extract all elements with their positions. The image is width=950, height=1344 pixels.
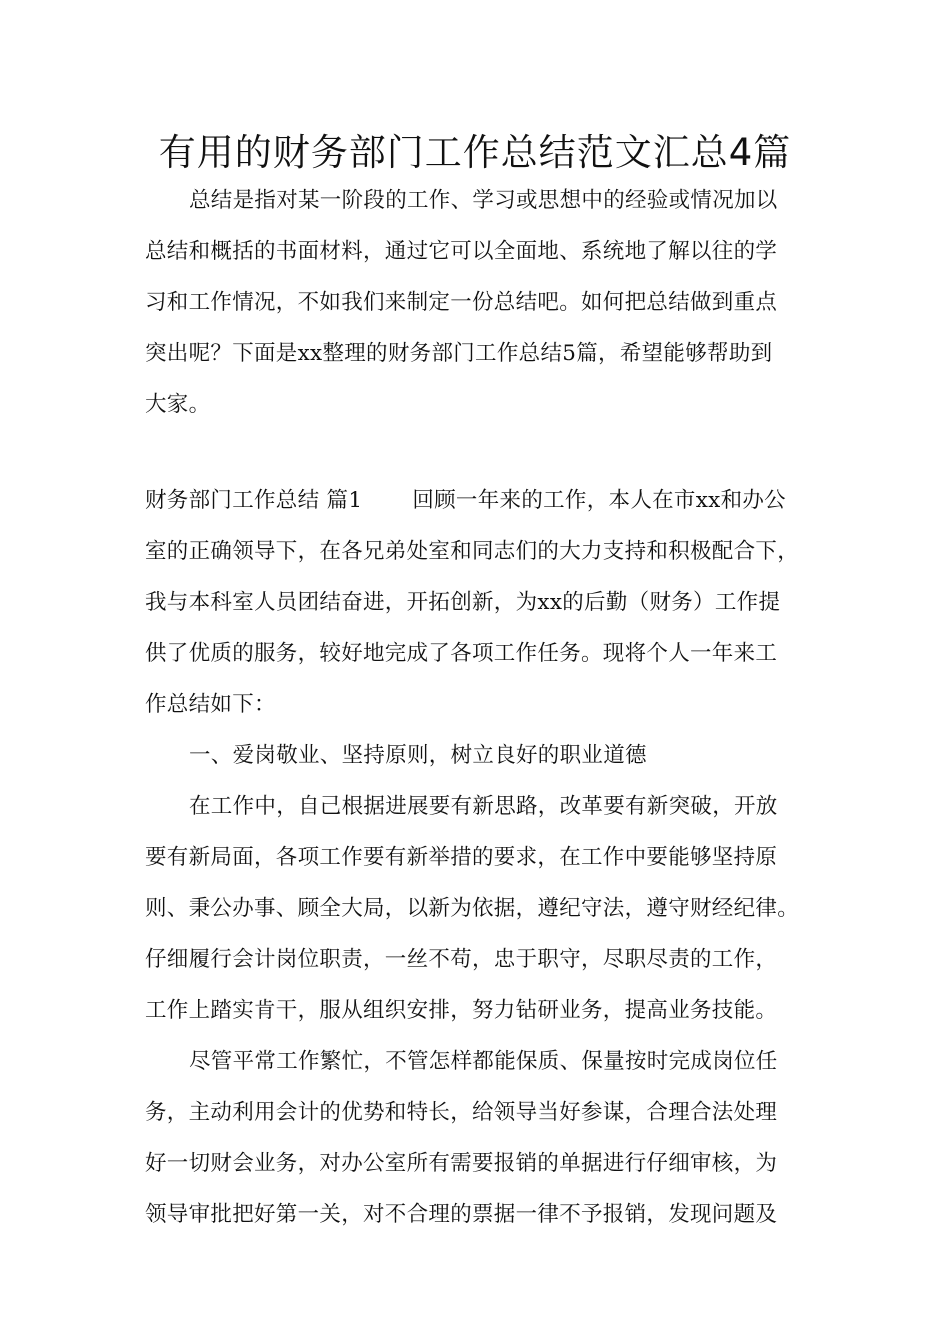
paragraph-line: 工作上踏实肯干，服从组织安排，努力钻研业务，提高业务技能。: [145, 998, 778, 1023]
intro-line-2: 总结和概括的书面材料，通过它可以全面地、系统地了解以往的学: [145, 239, 778, 264]
paragraph-line: 在工作中，自己根据进展要有新思路，改革要有新突破，开放: [189, 794, 778, 819]
document-title: 有用的财务部门工作总结范文汇总4篇: [158, 131, 792, 174]
paragraph-line: 仔细履行会计岗位职责，一丝不苟，忠于职守，尽职尽责的工作，: [145, 947, 778, 972]
subheading-line: 一、爱岗敬业、坚持原则，树立良好的职业道德: [189, 743, 647, 768]
paragraph-line: 领导审批把好第一关，对不合理的票据一律不予报销，发现问题及: [145, 1202, 778, 1227]
section-heading: 财务部门工作总结 篇1: [145, 488, 363, 513]
intro-line-1: 总结是指对某一阶段的工作、学习或思想中的经验或情况加以: [189, 188, 778, 213]
section-heading-line: [145, 484, 786, 518]
paragraph-line: 好一切财会业务，对办公室所有需要报销的单据进行仔细审核，为: [145, 1151, 778, 1176]
intro-line-4: 突出呢？下面是xx整理的财务部门工作总结5篇，希望能够帮助到: [145, 341, 773, 366]
section-first-text: 回顾一年来的工作，本人在市xx和办公: [412, 488, 786, 513]
paragraph-line: 供了优质的服务，较好地完成了各项工作任务。现将个人一年来工: [145, 641, 778, 666]
paragraph-line: 要有新局面，各项工作要有新举措的要求，在工作中要能够坚持原: [145, 845, 778, 870]
paragraph-line: 则、秉公办事、顾全大局，以新为依据，遵纪守法，遵守财经纪律。: [145, 896, 800, 921]
paragraph-line: 尽管平常工作繁忙，不管怎样都能保质、保量按时完成岗位任: [189, 1049, 778, 1074]
paragraph-line: 务，主动利用会计的优势和特长，给领导当好参谋，合理合法处理: [145, 1100, 778, 1125]
paragraph-line: 我与本科室人员团结奋进，开拓创新，为xx的后勤（财务）工作提: [145, 590, 781, 615]
paragraph-line: 室的正确领导下，在各兄弟处室和同志们的大力支持和积极配合下，: [145, 539, 800, 564]
paragraph-line: 作总结如下：: [145, 692, 276, 717]
intro-line-3: 习和工作情况，不如我们来制定一份总结吧。如何把总结做到重点: [145, 290, 778, 315]
intro-line-5: 大家。: [145, 392, 211, 417]
